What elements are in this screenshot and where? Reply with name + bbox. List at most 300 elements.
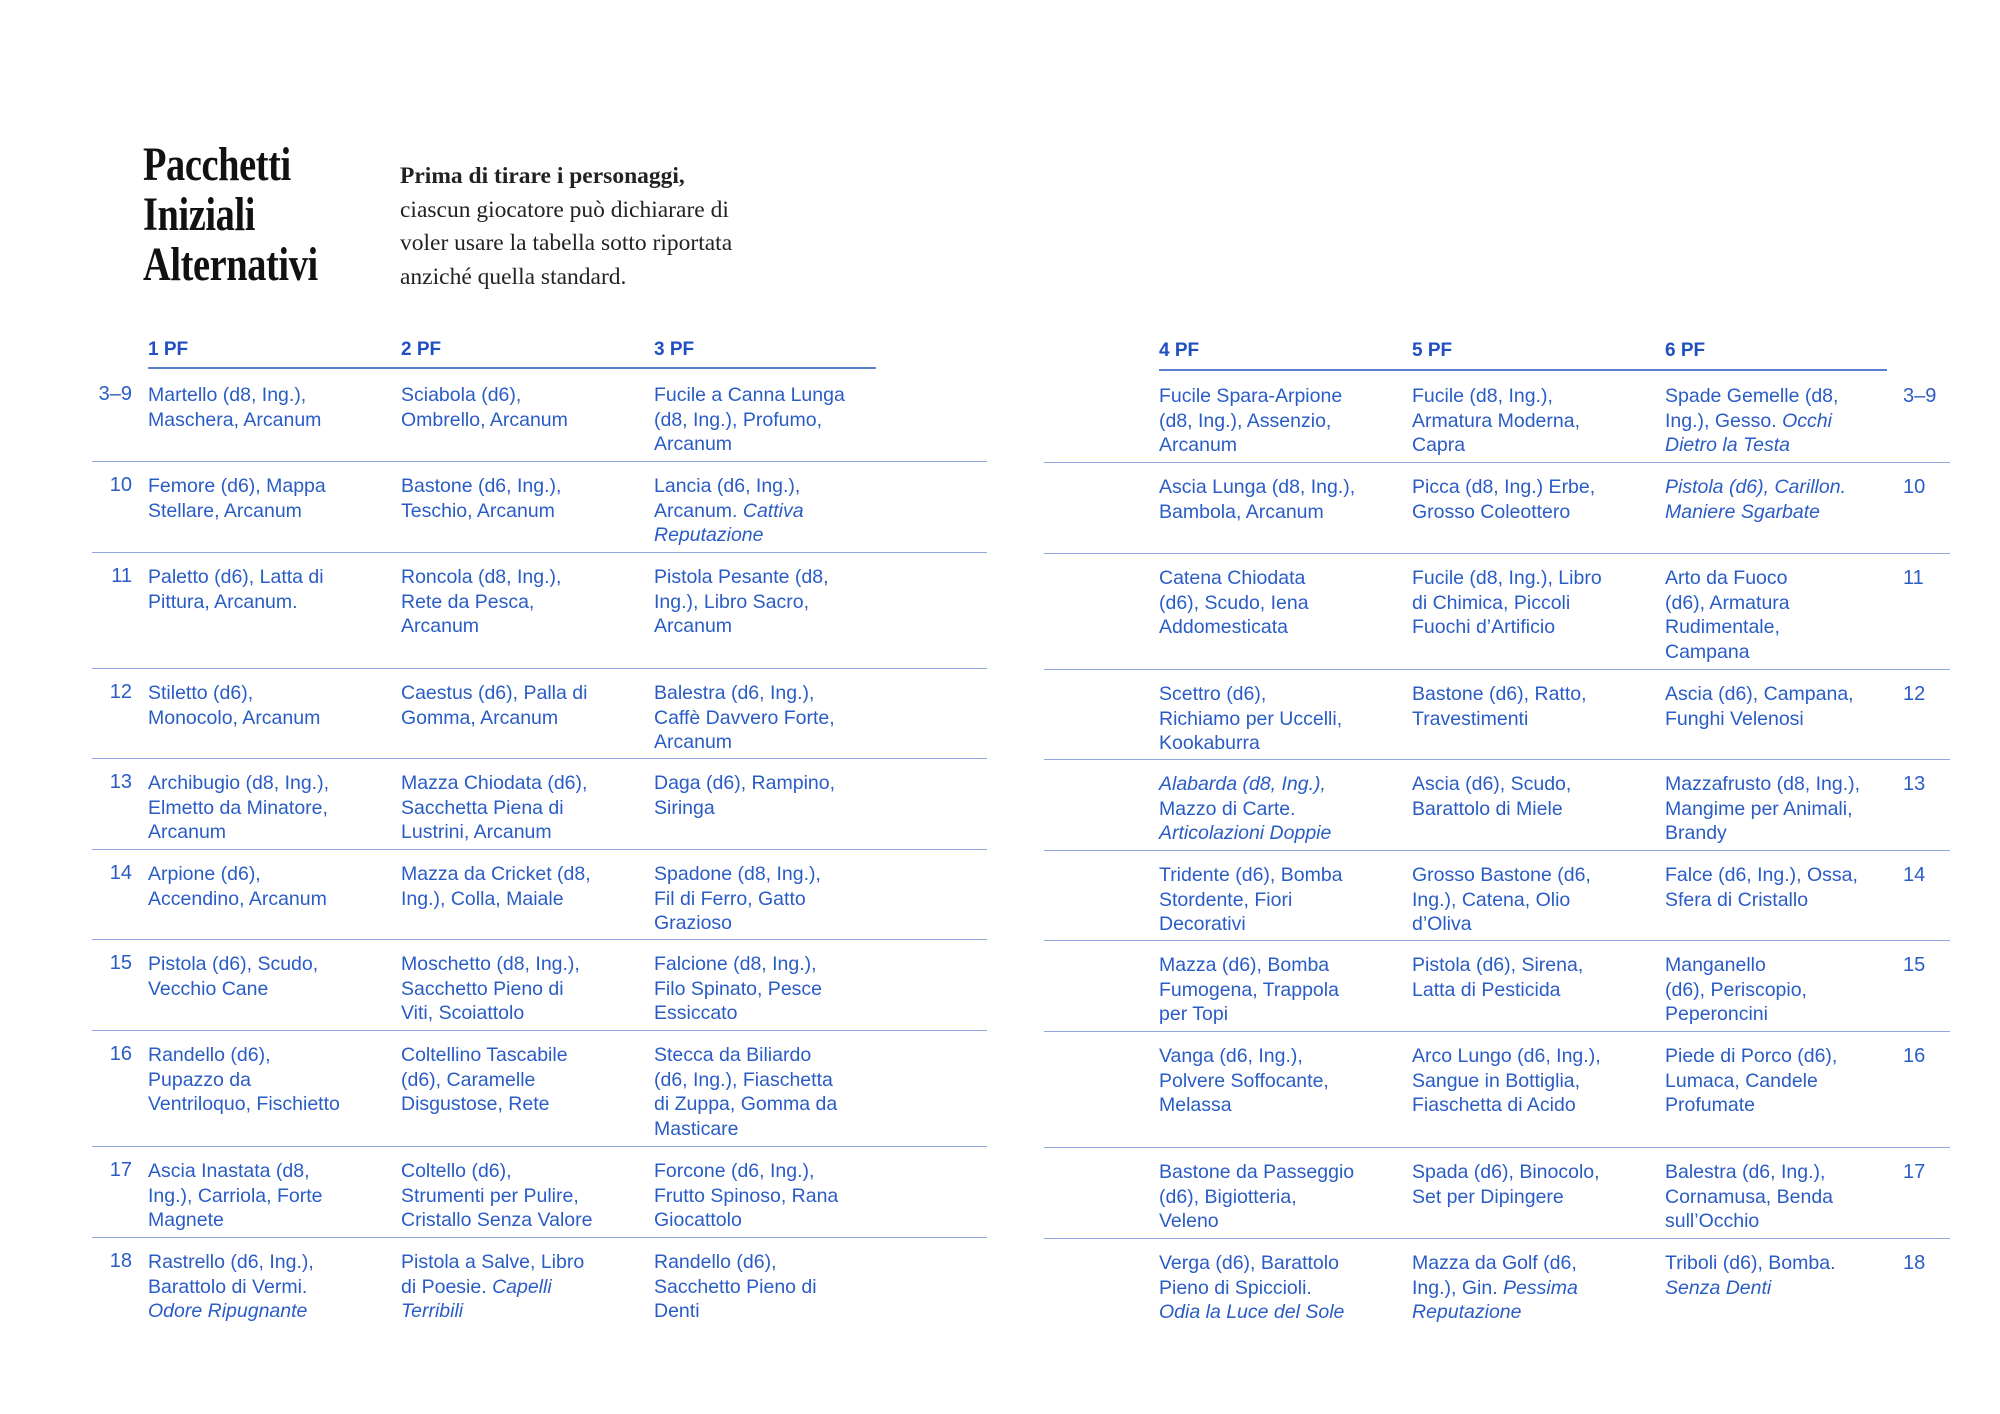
- table-cell: [1665, 772, 1910, 846]
- roll-number: 18: [109, 1250, 132, 1272]
- table-cell: [401, 383, 646, 432]
- cell-text: Ombrello, Arcanum: [401, 408, 568, 431]
- cell-italic-text: Maniere Sgarbate: [1665, 500, 1821, 523]
- cell-line: [654, 1250, 899, 1275]
- cell-text: Ing.), Libro Sacro,: [654, 590, 809, 613]
- roll-number: 12: [1903, 683, 1926, 705]
- row-divider: [1044, 553, 1950, 554]
- cell-line: [1159, 1093, 1404, 1118]
- cell-line: [1665, 978, 1910, 1003]
- intro-line: anziché quella standard.: [400, 263, 627, 290]
- cell-line: [1159, 821, 1404, 846]
- roll-number: 11: [1903, 567, 1924, 589]
- cell-line: [148, 1275, 393, 1300]
- cell-line: [401, 1043, 646, 1068]
- cell-line: [1665, 821, 1910, 846]
- cell-line: [401, 1068, 646, 1093]
- table-cell: [1665, 1044, 1910, 1118]
- cell-text: Brandy: [1665, 822, 1727, 844]
- row-divider: [92, 758, 987, 759]
- cell-text: Sciabola (d6),: [401, 384, 522, 406]
- cell-text: Fucile Spara-Arpione: [1159, 385, 1343, 407]
- cell-text: Catena Chiodata: [1159, 567, 1306, 589]
- cell-text: Decorativi: [1159, 913, 1246, 935]
- cell-line: [401, 681, 646, 706]
- cell-text: Ing.), Gin.: [1412, 1276, 1504, 1299]
- cell-line: [1665, 863, 1910, 888]
- cell-line: [654, 523, 899, 548]
- cell-line: [1412, 1069, 1657, 1094]
- cell-line: [148, 1092, 393, 1117]
- cell-text: Stellare, Arcanum: [148, 499, 302, 522]
- cell-text: Pistola a Salve, Libro: [401, 1251, 585, 1273]
- cell-text: Sacchetta Piena di: [401, 796, 564, 819]
- cell-line: [1412, 1093, 1657, 1118]
- table-cell: [1412, 953, 1657, 1002]
- cell-text: Spadone (d8, Ing.),: [654, 863, 821, 885]
- table-cell: [654, 771, 899, 820]
- table-cell: [148, 952, 393, 1001]
- cell-line: [1412, 1251, 1657, 1276]
- cell-line: [1412, 591, 1657, 616]
- cell-line: [1665, 1160, 1910, 1185]
- cell-text: Fucile a Canna Lunga: [654, 384, 845, 406]
- cell-text: Ascia (d6), Scudo,: [1412, 773, 1572, 795]
- cell-text: Siringa: [654, 796, 715, 819]
- cell-line: [654, 565, 899, 590]
- row-divider: [92, 461, 987, 462]
- row-divider: [92, 849, 987, 850]
- cell-text: Armatura Moderna,: [1412, 409, 1580, 432]
- cell-text: Vanga (d6, Ing.),: [1159, 1045, 1303, 1067]
- table-cell: [1665, 475, 1910, 524]
- cell-line: [654, 1001, 899, 1026]
- table-cell: [148, 862, 393, 911]
- cell-line: [1665, 1276, 1910, 1301]
- cell-text: (d6), Armatura: [1665, 591, 1790, 614]
- cell-line: [148, 952, 393, 977]
- cell-text: Paletto (d6), Latta di: [148, 566, 324, 588]
- cell-text: Profumate: [1665, 1094, 1755, 1116]
- cell-text: Arcanum: [654, 615, 733, 637]
- cell-text: Richiamo per Uccelli,: [1159, 707, 1343, 730]
- cell-text: Fiaschetta di Acido: [1412, 1094, 1576, 1116]
- cell-text: Capra: [1412, 434, 1466, 456]
- cell-line: [1412, 475, 1657, 500]
- roll-number: 3–9: [98, 383, 132, 405]
- cell-italic-text: Terribili: [401, 1300, 464, 1322]
- cell-text: Arpione (d6),: [148, 863, 261, 885]
- cell-line: [1412, 384, 1657, 409]
- table-cell: [654, 681, 899, 755]
- table-cell: [654, 1159, 899, 1233]
- cell-text: Roncola (d8, Ing.),: [401, 566, 562, 588]
- row-divider: [1044, 940, 1950, 941]
- cell-line: [1412, 978, 1657, 1003]
- table-cell: [401, 952, 646, 1026]
- cell-line: [1412, 500, 1657, 525]
- cell-text: Martello (d8, Ing.),: [148, 384, 307, 406]
- cell-line: [1159, 1069, 1404, 1094]
- cell-line: [148, 820, 393, 845]
- cell-line: [148, 681, 393, 706]
- table-cell: [654, 952, 899, 1026]
- column-header: 1 PF: [148, 339, 189, 360]
- cell-line: [1412, 912, 1657, 937]
- table-cell: [654, 1043, 899, 1141]
- table-cell: [1159, 566, 1404, 640]
- cell-italic-text: Cattiva: [742, 499, 804, 522]
- cell-line: [401, 1208, 646, 1233]
- cell-line: [654, 1208, 899, 1233]
- cell-line: [148, 1208, 393, 1233]
- cell-text: Masticare: [654, 1117, 739, 1140]
- cell-line: [1412, 682, 1657, 707]
- table-cell: [1159, 475, 1404, 524]
- cell-line: [148, 565, 393, 590]
- cell-line: [1159, 500, 1404, 525]
- cell-text: Addomesticata: [1159, 616, 1288, 638]
- cell-text: Daga (d6), Rampino,: [654, 772, 836, 794]
- cell-line: [1159, 384, 1404, 409]
- cell-text: Pistola (d6), Sirena,: [1412, 954, 1584, 976]
- cell-line: [1159, 863, 1404, 888]
- cell-italic-text: Capelli: [492, 1275, 552, 1298]
- cell-text: Mazza Chiodata (d6),: [401, 772, 588, 794]
- cell-text: Peperoncini: [1665, 1003, 1768, 1025]
- cell-line: [1159, 953, 1404, 978]
- cell-line: [1159, 1251, 1404, 1276]
- cell-line: [148, 1250, 393, 1275]
- cell-line: [1665, 500, 1910, 525]
- cell-line: [148, 499, 393, 524]
- row-divider: [92, 939, 987, 940]
- cell-text: Pieno di Spiccioli.: [1159, 1276, 1312, 1299]
- cell-line: [148, 771, 393, 796]
- cell-line: [654, 952, 899, 977]
- cell-text: Balestra (d6, Ing.),: [1665, 1161, 1826, 1183]
- cell-line: [401, 590, 646, 615]
- cell-line: [1665, 591, 1910, 616]
- cell-line: [1412, 433, 1657, 458]
- table-cell: [1159, 682, 1404, 756]
- intro-text: [400, 160, 830, 294]
- cell-italic-text: Odia la Luce del Sole: [1159, 1301, 1345, 1323]
- cell-text: (d6), Scudo, Iena: [1159, 591, 1309, 614]
- cell-line: [1665, 1251, 1910, 1276]
- cell-line: [401, 1250, 646, 1275]
- cell-line: [1159, 707, 1404, 732]
- roll-number: 16: [1903, 1045, 1926, 1067]
- table-cell: [1412, 863, 1657, 937]
- cell-line: [1665, 409, 1910, 434]
- cell-text: Manganello: [1665, 954, 1766, 976]
- table-cell: [148, 681, 393, 730]
- cell-text: Ing.), Gesso.: [1665, 409, 1783, 432]
- cell-line: [148, 887, 393, 912]
- cell-text: Fil di Ferro, Gatto: [654, 887, 806, 910]
- table-cell: [148, 474, 393, 523]
- row-divider: [92, 1146, 987, 1147]
- cell-line: [1159, 475, 1404, 500]
- cell-text: Arcanum: [654, 433, 733, 455]
- table-cell: [1159, 772, 1404, 846]
- cell-line: [1665, 615, 1910, 640]
- cell-line: [1159, 1276, 1404, 1301]
- cell-line: [1159, 1160, 1404, 1185]
- cell-line: [148, 706, 393, 731]
- cell-line: [401, 796, 646, 821]
- row-divider: [1044, 462, 1950, 463]
- cell-text: Rudimentale,: [1665, 616, 1780, 638]
- roll-number: 11: [111, 565, 132, 587]
- cell-text: Randello (d6),: [148, 1044, 271, 1066]
- cell-text: Arcanum: [654, 731, 733, 753]
- cell-line: [1412, 1160, 1657, 1185]
- cell-text: Barattolo di Miele: [1412, 797, 1563, 820]
- table-cell: [1159, 863, 1404, 937]
- cell-line: [1412, 863, 1657, 888]
- cell-line: [1412, 953, 1657, 978]
- cell-line: [148, 1299, 393, 1324]
- cell-italic-text: Senza Denti: [1665, 1276, 1772, 1299]
- cell-line: [654, 432, 899, 457]
- roll-number: 10: [109, 474, 132, 496]
- cell-line: [1665, 384, 1910, 409]
- roll-number: 16: [109, 1043, 132, 1065]
- cell-text: Caffè Davvero Forte,: [654, 706, 835, 729]
- cell-line: [401, 1001, 646, 1026]
- cell-text: Funghi Velenosi: [1665, 707, 1804, 730]
- cell-line: [401, 1092, 646, 1117]
- cell-line: [1159, 566, 1404, 591]
- cell-text: Viti, Scoiattolo: [401, 1002, 525, 1024]
- row-divider: [1044, 1238, 1950, 1239]
- cell-line: [401, 952, 646, 977]
- cell-text: Sacchetto Pieno di: [401, 977, 564, 1000]
- cell-text: Ing.), Carriola, Forte: [148, 1184, 323, 1207]
- cell-italic-text: Odore Ripugnante: [148, 1300, 308, 1322]
- cell-line: [654, 1117, 899, 1142]
- table-cell: [401, 681, 646, 730]
- cell-text: Monocolo, Arcanum: [148, 706, 321, 729]
- cell-line: [654, 474, 899, 499]
- cell-text: Lancia (d6, Ing.),: [654, 475, 801, 497]
- cell-line: [1159, 433, 1404, 458]
- cell-italic-text: Pistola (d6), Carillon.: [1665, 476, 1846, 498]
- table-cell: [148, 1043, 393, 1117]
- cell-text: Mazza da Golf (d6,: [1412, 1252, 1577, 1274]
- cell-line: [1412, 797, 1657, 822]
- cell-line: [1159, 1300, 1404, 1325]
- cell-line: [1665, 640, 1910, 665]
- cell-text: Mazzo di Carte.: [1159, 797, 1296, 820]
- roll-number: 13: [109, 771, 132, 793]
- cell-text: Coltello (d6),: [401, 1160, 512, 1182]
- cell-line: [654, 911, 899, 936]
- cell-text: Ascia Lunga (d8, Ing.),: [1159, 476, 1356, 498]
- cell-text: Disgustose, Rete: [401, 1093, 550, 1115]
- table-cell: [1665, 384, 1910, 458]
- cell-italic-text: Reputazione: [1412, 1301, 1522, 1323]
- cell-text: Bambola, Arcanum: [1159, 500, 1324, 523]
- cell-text: Falcione (d8, Ing.),: [654, 953, 817, 975]
- cell-text: Stecca da Biliardo: [654, 1044, 812, 1066]
- cell-text: Randello (d6),: [654, 1251, 777, 1273]
- cell-line: [1159, 888, 1404, 913]
- table-cell: [1665, 1160, 1910, 1234]
- cell-text: Bastone da Passeggio: [1159, 1161, 1355, 1183]
- cell-line: [1159, 682, 1404, 707]
- cell-line: [654, 1299, 899, 1324]
- cell-text: Giocattolo: [654, 1209, 742, 1231]
- table-cell: [148, 383, 393, 432]
- cell-line: [1412, 707, 1657, 732]
- cell-line: [148, 1068, 393, 1093]
- cell-line: [401, 1275, 646, 1300]
- roll-number: 13: [1903, 773, 1926, 795]
- cell-text: Denti: [654, 1300, 700, 1322]
- roll-number: 15: [109, 952, 132, 974]
- cell-line: [401, 565, 646, 590]
- roll-number: 17: [1903, 1161, 1926, 1183]
- cell-text: (d6), Periscopio,: [1665, 978, 1807, 1001]
- cell-text: Magnete: [148, 1209, 224, 1231]
- cell-line: [1412, 1044, 1657, 1069]
- roll-number: 14: [109, 862, 132, 884]
- cell-line: [401, 977, 646, 1002]
- cell-line: [654, 1043, 899, 1068]
- cell-text: Rete da Pesca,: [401, 590, 535, 613]
- cell-text: Polvere Soffocante,: [1159, 1069, 1329, 1092]
- cell-text: Arcanum: [1159, 434, 1238, 456]
- cell-line: [654, 862, 899, 887]
- cell-line: [1159, 978, 1404, 1003]
- table-cell: [1159, 384, 1404, 458]
- cell-text: Sacchetto Pieno di: [654, 1275, 817, 1298]
- cell-line: [401, 887, 646, 912]
- row-divider: [92, 668, 987, 669]
- row-divider: [1044, 759, 1950, 760]
- cell-text: Vecchio Cane: [148, 977, 269, 1000]
- cell-text: Moschetto (d8, Ing.),: [401, 953, 580, 975]
- table-cell: [401, 474, 646, 523]
- cell-italic-text: Dietro la Testa: [1665, 434, 1791, 456]
- cell-text: di Zuppa, Gomma da: [654, 1093, 838, 1115]
- cell-line: [401, 474, 646, 499]
- table-cell: [1159, 1160, 1404, 1234]
- cell-line: [654, 614, 899, 639]
- cell-text: Arcanum.: [654, 499, 743, 522]
- cell-text: per Topi: [1159, 1003, 1229, 1025]
- cell-italic-text: Articolazioni Doppie: [1159, 822, 1332, 844]
- cell-text: Tridente (d6), Bomba: [1159, 864, 1343, 886]
- table-cell: [654, 565, 899, 639]
- cell-line: [654, 771, 899, 796]
- cell-line: [401, 1299, 646, 1324]
- cell-text: Bastone (d6), Ratto,: [1412, 683, 1587, 705]
- cell-text: Caestus (d6), Palla di: [401, 682, 588, 704]
- cell-text: Verga (d6), Barattolo: [1159, 1252, 1339, 1274]
- table-cell: [1159, 1044, 1404, 1118]
- cell-line: [401, 1159, 646, 1184]
- cell-line: [1412, 1300, 1657, 1325]
- cell-text: Fumogena, Trappola: [1159, 978, 1339, 1001]
- table-cell: [401, 1250, 646, 1324]
- cell-text: Spade Gemelle (d8,: [1665, 385, 1839, 407]
- cell-line: [654, 590, 899, 615]
- table-cell: [148, 1250, 393, 1324]
- cell-italic-text: Occhi: [1782, 409, 1832, 432]
- cell-line: [401, 862, 646, 887]
- cell-line: [654, 1184, 899, 1209]
- cell-line: [1665, 707, 1910, 732]
- cell-text: Stordente, Fiori: [1159, 888, 1293, 911]
- cell-text: Piede di Porco (d6),: [1665, 1045, 1838, 1067]
- cell-line: [1412, 409, 1657, 434]
- cell-line: [401, 706, 646, 731]
- page-title-line: Alternativi: [143, 238, 318, 291]
- cell-text: d’Oliva: [1412, 913, 1472, 935]
- row-divider: [92, 1030, 987, 1031]
- cell-text: Falce (d6, Ing.), Ossa,: [1665, 864, 1858, 886]
- cell-italic-text: Pessima: [1503, 1276, 1578, 1299]
- table-cell: [1412, 1044, 1657, 1118]
- roll-number: 17: [109, 1159, 132, 1181]
- cell-text: Grosso Bastone (d6,: [1412, 864, 1591, 886]
- cell-text: Coltellino Tascabile: [401, 1044, 568, 1066]
- cell-line: [1665, 1093, 1910, 1118]
- cell-text: Cristallo Senza Valore: [401, 1209, 593, 1231]
- table-cell: [1159, 1251, 1404, 1325]
- roll-number: 18: [1903, 1252, 1926, 1274]
- cell-text: Picca (d8, Ing.) Erbe,: [1412, 476, 1596, 498]
- row-divider: [1044, 1031, 1950, 1032]
- cell-line: [401, 383, 646, 408]
- cell-line: [148, 1043, 393, 1068]
- cell-text: Teschio, Arcanum: [401, 499, 555, 522]
- cell-text: Set per Dipingere: [1412, 1185, 1564, 1208]
- table-cell: [654, 383, 899, 457]
- cell-line: [1665, 682, 1910, 707]
- cell-text: Arto da Fuoco: [1665, 567, 1788, 589]
- cell-text: Femore (d6), Mappa: [148, 475, 326, 497]
- roll-number: 12: [109, 681, 132, 703]
- cell-text: Strumenti per Pulire,: [401, 1184, 579, 1207]
- cell-line: [148, 383, 393, 408]
- roll-number: 3–9: [1903, 385, 1937, 407]
- cell-text: Balestra (d6, Ing.),: [654, 682, 815, 704]
- cell-line: [401, 1184, 646, 1209]
- cell-text: (d8, Ing.), Profumo,: [654, 408, 822, 431]
- cell-line: [654, 730, 899, 755]
- table-cell: [1412, 475, 1657, 524]
- cell-text: Melassa: [1159, 1094, 1232, 1116]
- cell-text: Sfera di Cristallo: [1665, 888, 1809, 911]
- cell-text: Stiletto (d6),: [148, 682, 254, 704]
- cell-text: Bastone (d6, Ing.),: [401, 475, 562, 497]
- cell-line: [1159, 731, 1404, 756]
- cell-line: [1665, 797, 1910, 822]
- cell-line: [1412, 1276, 1657, 1301]
- page-title-line: Iniziali: [143, 188, 256, 241]
- table-cell: [1412, 1251, 1657, 1325]
- table-cell: [1665, 566, 1910, 664]
- intro-bold: Prima di tirare i personaggi,: [400, 163, 685, 189]
- column-header: 6 PF: [1665, 340, 1706, 361]
- table-cell: [401, 862, 646, 911]
- cell-line: [1665, 1185, 1910, 1210]
